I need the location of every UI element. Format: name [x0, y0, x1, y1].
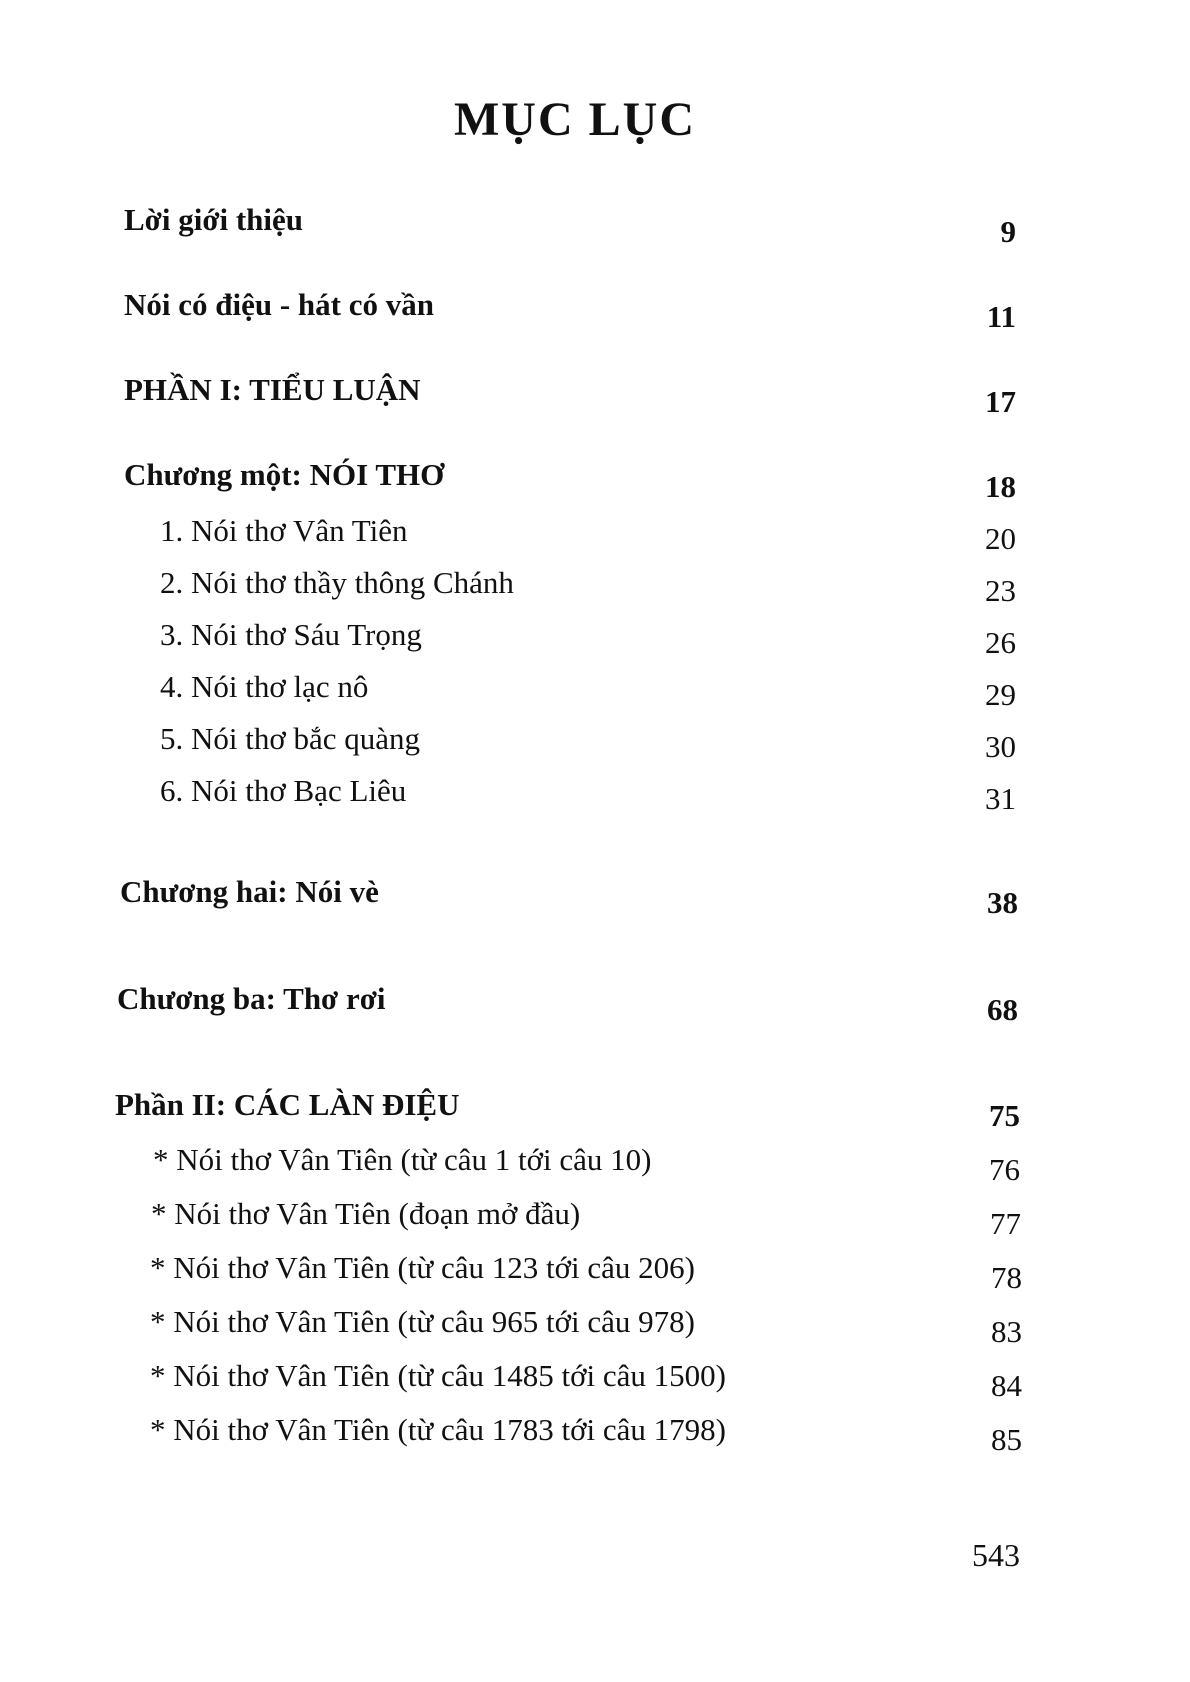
toc-entry-page: 83 — [991, 1314, 1022, 1349]
toc-entry-page: 20 — [985, 521, 1016, 556]
toc-entry-label: Lời giới thiệu — [124, 202, 304, 237]
toc-entry-page: 17 — [985, 384, 1016, 419]
toc-entry-label: PHẦN I: TIỂU LUẬN — [124, 372, 421, 407]
toc-entry-page: 26 — [985, 625, 1016, 660]
toc-entry-label: Chương hai: Nói vè — [120, 874, 379, 909]
toc-entry-page: 9 — [1000, 214, 1016, 249]
toc-entry-label: * Nói thơ Vân Tiên (đoạn mở đầu) — [151, 1196, 581, 1231]
toc-entry-label: 1. Nói thơ Vân Tiên — [160, 513, 408, 548]
toc-entry-page: 77 — [990, 1206, 1021, 1241]
toc-entry-label: Phần II: CÁC LÀN ĐIỆU — [115, 1087, 460, 1122]
toc-entry-page: 68 — [987, 992, 1018, 1027]
page-number: 543 — [972, 1537, 1020, 1573]
toc-entry-page: 31 — [985, 781, 1016, 816]
toc-entry-page: 11 — [986, 299, 1016, 334]
toc-entry-page: 76 — [989, 1152, 1020, 1187]
toc-entry-label: * Nói thơ Vân Tiên (từ câu 123 tới câu 206) — [150, 1250, 695, 1285]
toc-entry-label: * Nói thơ Vân Tiên (từ câu 1 tới câu 10) — [153, 1142, 652, 1177]
toc-entry-page: 23 — [985, 573, 1016, 608]
toc-entry-page: 85 — [991, 1422, 1022, 1457]
toc-entry-label: 3. Nói thơ Sáu Trọng — [160, 617, 422, 652]
toc-entry-page: 30 — [985, 729, 1016, 764]
toc-entry-label: 6. Nói thơ Bạc Liêu — [160, 773, 407, 808]
toc-entry-label: 5. Nói thơ bắc quàng — [160, 721, 421, 756]
page-title: MỤC LỤC — [454, 93, 696, 146]
toc-entry-label: * Nói thơ Vân Tiên (từ câu 1783 tới câu 1798) — [150, 1412, 726, 1447]
toc-entry-label: Chương một: NÓI THƠ — [124, 457, 445, 492]
toc-entry-page: 38 — [987, 885, 1018, 920]
toc-entry-page: 29 — [985, 677, 1016, 712]
toc-entry-label: Chương ba: Thơ rơi — [117, 981, 386, 1016]
toc-entry-page: 75 — [989, 1098, 1020, 1133]
toc-entry-label: * Nói thơ Vân Tiên (từ câu 965 tới câu 978) — [150, 1304, 695, 1339]
toc-entry-page: 84 — [991, 1368, 1022, 1403]
toc-entry-label: 2. Nói thơ thầy thông Chánh — [160, 565, 514, 600]
toc-entry-label: Nói có điệu - hát có vần — [124, 287, 434, 322]
toc-entry-page: 78 — [991, 1260, 1022, 1295]
toc-entry-label: * Nói thơ Vân Tiên (từ câu 1485 tới câu 1500) — [150, 1358, 726, 1393]
toc-entry-page: 18 — [985, 469, 1016, 504]
toc-entry-label: 4. Nói thơ lạc nô — [160, 669, 369, 704]
